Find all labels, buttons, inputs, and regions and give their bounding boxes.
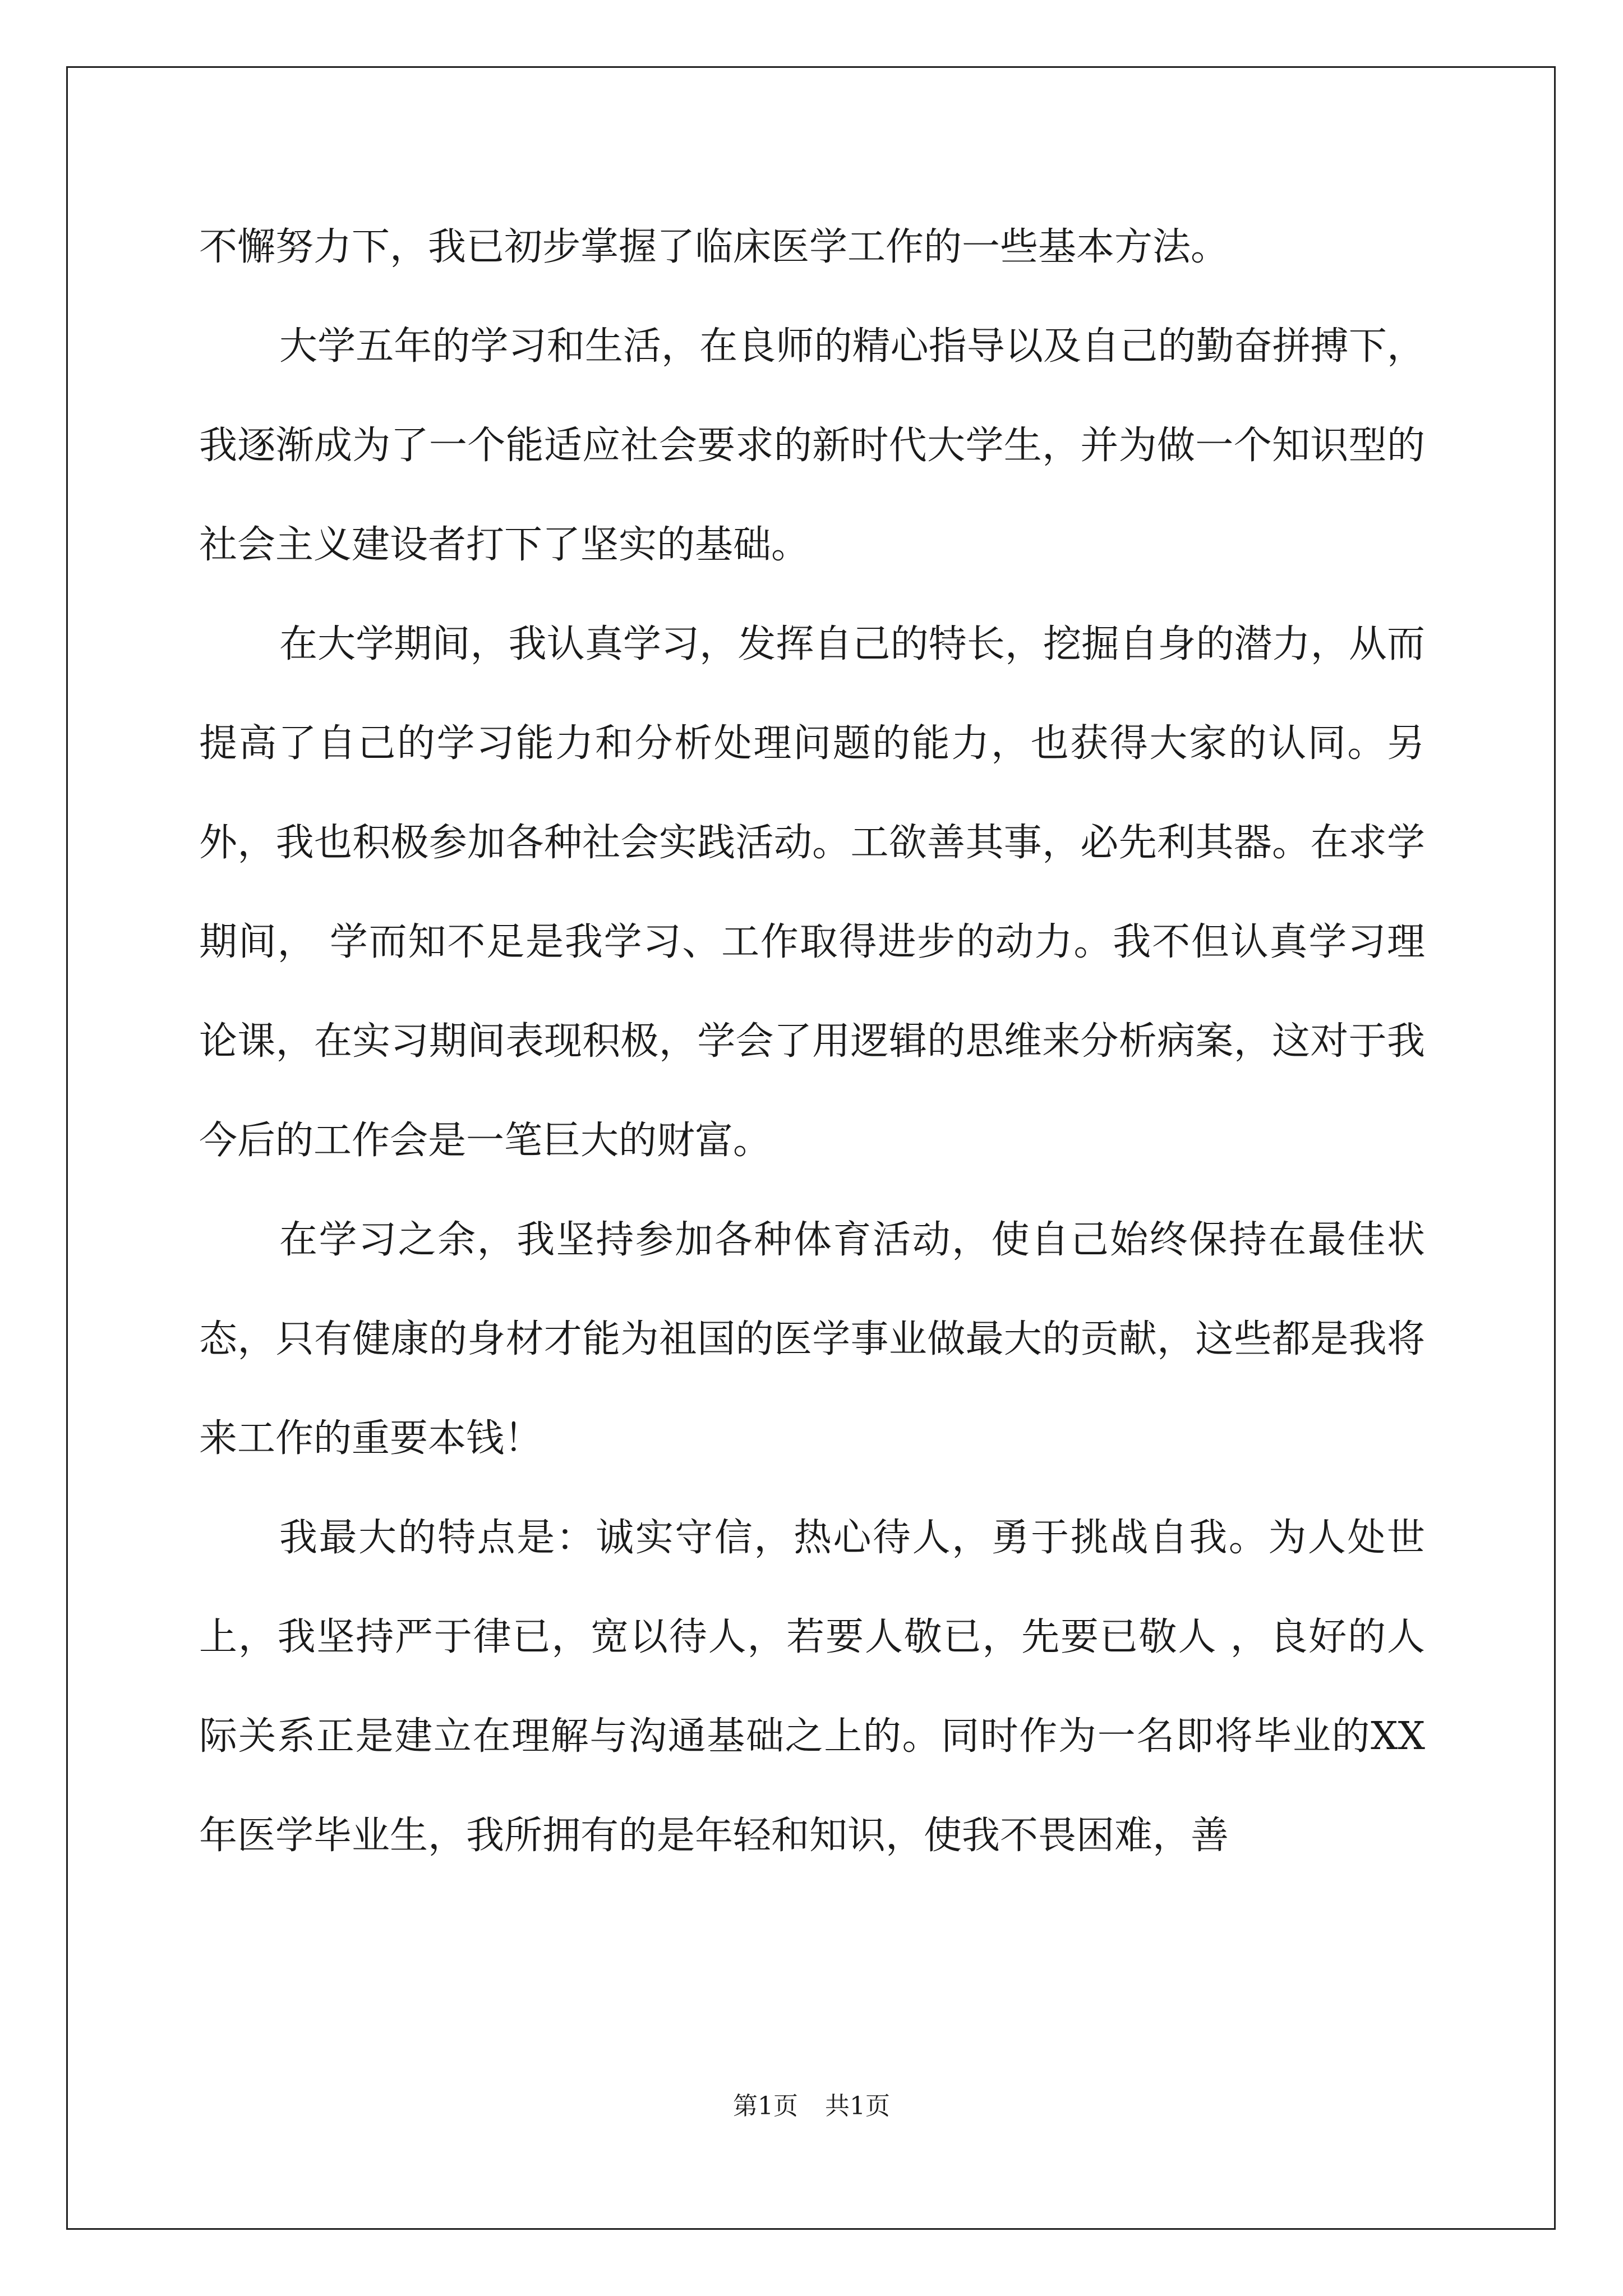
paragraph-1: 不懈努力下，我已初步掌握了临床医学工作的一些基本方法。 — [199, 225, 1229, 269]
paragraph-3: 在大学期间，我认真学习，发挥自己的特长，挖掘自身的潜力，从而提高了自己的学习能力和分析处理问题的能力，也获得大家的认同。另外，我也积极参加各种社会实践活动。工欲善其事，必先利其器。在求学期间， 学而知不足是我学习、工作取得进步的动力。我不但认真学习理论课，在实习期间表现积极，学会了用逻辑的思维来分析病案，这对于我今后的工作会是一笔巨大的财富。 — [199, 622, 1425, 1163]
page-number: 第1页 — [733, 2092, 798, 2120]
document-body — [199, 197, 1425, 1885]
page-footer — [0, 2086, 1623, 2122]
paragraph-4: 在学习之余，我坚持参加各种体育活动，使自己始终保持在最佳状态，只有健康的身材才能为祖国的医学事业做最大的贡献，这些都是我将来工作的重要本钱！ — [199, 1218, 1425, 1461]
paragraph-5: 我最大的特点是：诚实守信，热心待人，勇于挑战自我。为人处世上，我坚持严于律已，宽以待人，若要人敬已，先要已敬人 ，良好的人际关系正是建立在理解与沟通基础之上的。同时作为一名即将毕业的XX年医学毕业生，我所拥有的是年轻和知识，使我不畏困难，善 — [199, 1516, 1425, 1858]
paragraph-2: 大学五年的学习和生活，在良师的精心指导以及自己的勤奋拼搏下，我逐渐成为了一个能适应社会要求的新时代大学生，并为做一个知识型的社会主义建设者打下了坚实的基础。 — [199, 324, 1425, 567]
page-total: 共1页 — [825, 2092, 890, 2120]
